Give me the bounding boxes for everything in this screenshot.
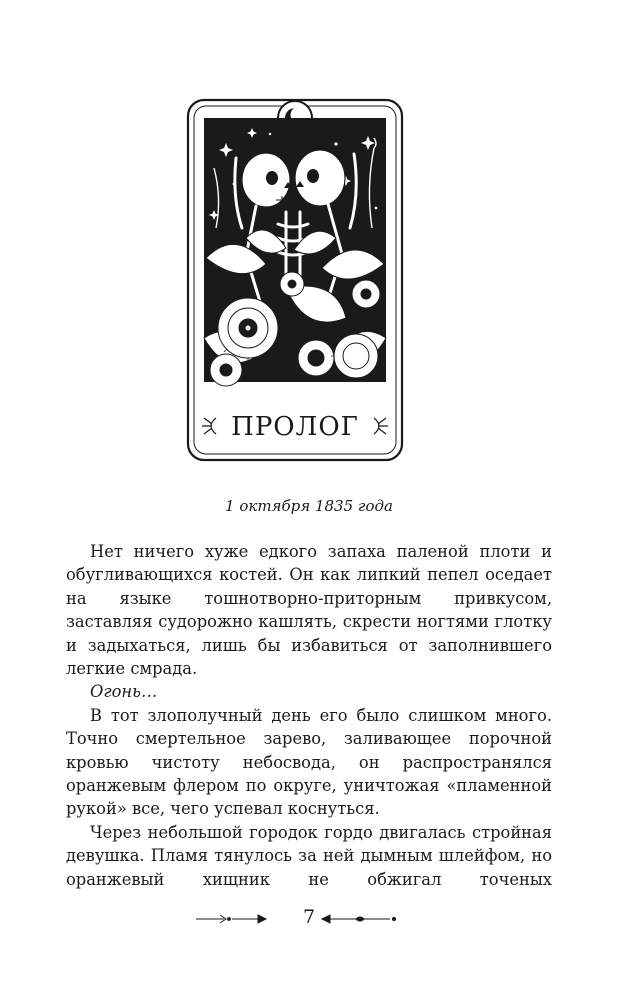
page-number: 7 bbox=[302, 906, 316, 928]
card-title-flourish-right bbox=[374, 418, 388, 434]
skeleton-lovers-floral-illustration bbox=[204, 118, 386, 386]
page-footer bbox=[0, 904, 618, 934]
body-text bbox=[66, 540, 552, 891]
card-title-flourish-left bbox=[202, 418, 216, 434]
paragraph: Через небольшой городок гордо двигалась стройная девушка. Пламя тянулось за ней дымным шлейфом, но оранжевый хищник не обжигал точеных bbox=[66, 822, 552, 889]
paragraph: Нет ничего хуже едкого запаха паленой плоти и обугливающихся костей. Он как липкий пепел оседает на языке тошнотворно-приторным привкусом, заставляя судорожно кашлять, скрести ногтями глотку и задыхаться, лишь бы избавиться от заполнившего легкие смрада. bbox=[66, 542, 552, 679]
chapter-date: 1 октября 1835 года bbox=[225, 497, 393, 515]
footer-arrow-right-ornament bbox=[320, 912, 400, 926]
paragraph: В тот злополучный день его было слишком много. Точно смертельное зарево, заливающее порочной кровью чистоту небосвода, он распространялся оранжевым флером по округе, уничтожая «пламенной рукой» все, чего успевал коснуться. bbox=[66, 705, 552, 819]
card-title: ПРОЛОГ bbox=[231, 412, 359, 442]
prologue-tarot-card bbox=[186, 88, 404, 462]
paragraph-italic: Огонь… bbox=[90, 682, 158, 702]
